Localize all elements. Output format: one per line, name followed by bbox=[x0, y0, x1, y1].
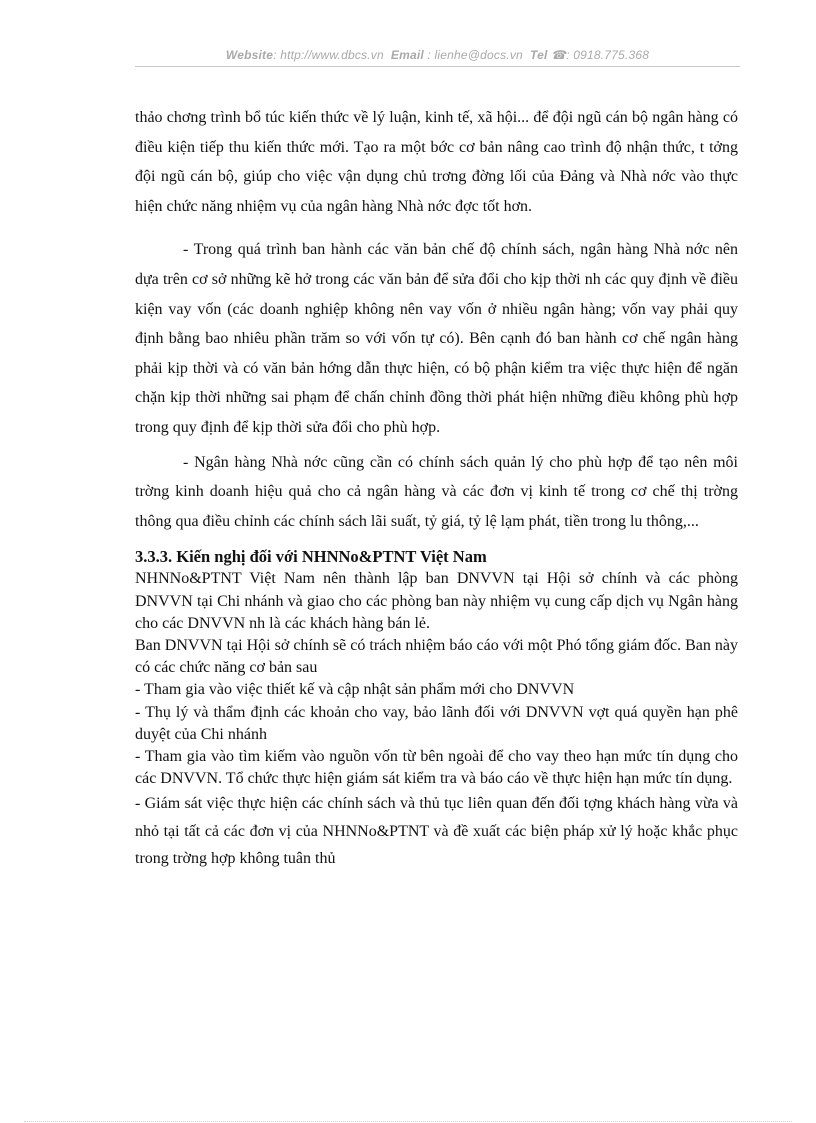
paragraph-3: - Ngân hàng Nhà nớc cũng cần có chính sách quản lý cho phù hợp để tạo nên môi trờng kinh doanh hiệu quả cho cả ngân hàng và các đơn vị kinh tế trong cơ chế thị trờng thông qua điều chỉnh các chính sách lãi suất, tỷ giá, tỷ lệ lạm phát, tiền trong lu thông,... bbox=[135, 453, 738, 530]
page-header bbox=[135, 48, 740, 62]
list-item: - Tham gia vào việc thiết kế và cập nhật sản phẩm mới cho DNVVN bbox=[135, 681, 575, 699]
section-heading: 3.3.3. Kiến nghị đối với NHNNo&PTNT Việt Nam bbox=[135, 547, 487, 567]
list-item: - Thụ lý và thẩm định các khoản cho vay, bảo lãnh đối với DNVVN vợt quá quyền hạn phê duyệt của Chi nhánh bbox=[135, 703, 738, 743]
tel-label: Tel bbox=[530, 48, 548, 62]
document-body bbox=[135, 103, 738, 873]
footer-divider bbox=[24, 1121, 792, 1122]
tel-value: : 0918.775.368 bbox=[566, 48, 650, 62]
email-label: Email bbox=[390, 48, 424, 62]
list-item: - Tham gia vào tìm kiếm vào nguồn vốn từ bên ngoài để cho vay theo hạn mức tín dụng cho các DNVVN. Tổ chức thực hiện giám sát kiểm tra và báo cáo về thực hiện hạn mức tín dụng. bbox=[135, 747, 738, 788]
paragraph-6: - Giám sát việc thực hiện các chính sách và thủ tục liên quan đến đối tợng khách hàng vừa và nhỏ tại tất cả các đơn vị của NHNNo&PTNT và đề xuất các biện pháp xử lý hoặc khắc phục trong trờng hợp không tuân thủ bbox=[135, 795, 738, 868]
website-value: : http://www.dbcs.vn bbox=[273, 48, 384, 62]
paragraph-5: Ban DNVVN tại Hội sở chính sẽ có trách nhiệm báo cáo với một Phó tổng giám đốc. Ban này có các chức năng cơ bản sau bbox=[135, 636, 738, 677]
website-label: Website bbox=[225, 48, 274, 62]
paragraph-2: - Trong quá trình ban hành các văn bản chế độ chính sách, ngân hàng Nhà nớc nên dựa trên cơ sở những kẽ hở trong các văn bản để sửa đổi cho kịp thời nh các quy định về điều kiện vay vốn (các doanh nghiệp không nên vay vốn ở nhiều ngân hàng; vốn vay phải quy định bằng bao nhiêu phần trăm so với vốn tự có). Bên cạnh đó ban hành cơ chế ngân hàng phải kịp thời và có văn bản hớng dẫn thực hiện, có bộ phận kiểm tra việc thực hiện để ngăn chặn kịp thời những sai phạm để chấn chỉnh đồng thời phát hiện những điều không phù hợp trong quy định để kịp thời sửa đổi cho phù hợp. bbox=[135, 241, 738, 436]
header-divider bbox=[135, 66, 740, 67]
phone-icon: ☎ bbox=[551, 48, 567, 62]
paragraph-spacer bbox=[135, 221, 738, 235]
paragraph-1: thảo chơng trình bổ túc kiến thức về lý luận, kinh tế, xã hội... để đội ngũ cán bộ ngân hàng có điều kiện tiếp thu kiến thức mới. Tạo ra một bớc cơ bản nâng cao trình độ nhận thức, t tởng đội ngũ cán bộ, giúp cho việc vận dụng chủ trơng đờng lối của Đảng và Nhà nớc vào thực hiện chức năng nhiệm vụ của ngân hàng Nhà nớc đợc tốt hơn. bbox=[135, 109, 738, 215]
paragraph-4: NHNNo&PTNT Việt Nam nên thành lập ban DNVVN tại Hội sở chính và các phòng DNVVN tại Chi nhánh và giao cho các phòng ban này nhiệm vụ cung cấp dịch vụ Ngân hàng cho các DNVVN nh là các khách hàng bán lẻ. bbox=[135, 570, 738, 632]
email-value: : lienhe@docs.vn bbox=[427, 48, 523, 62]
